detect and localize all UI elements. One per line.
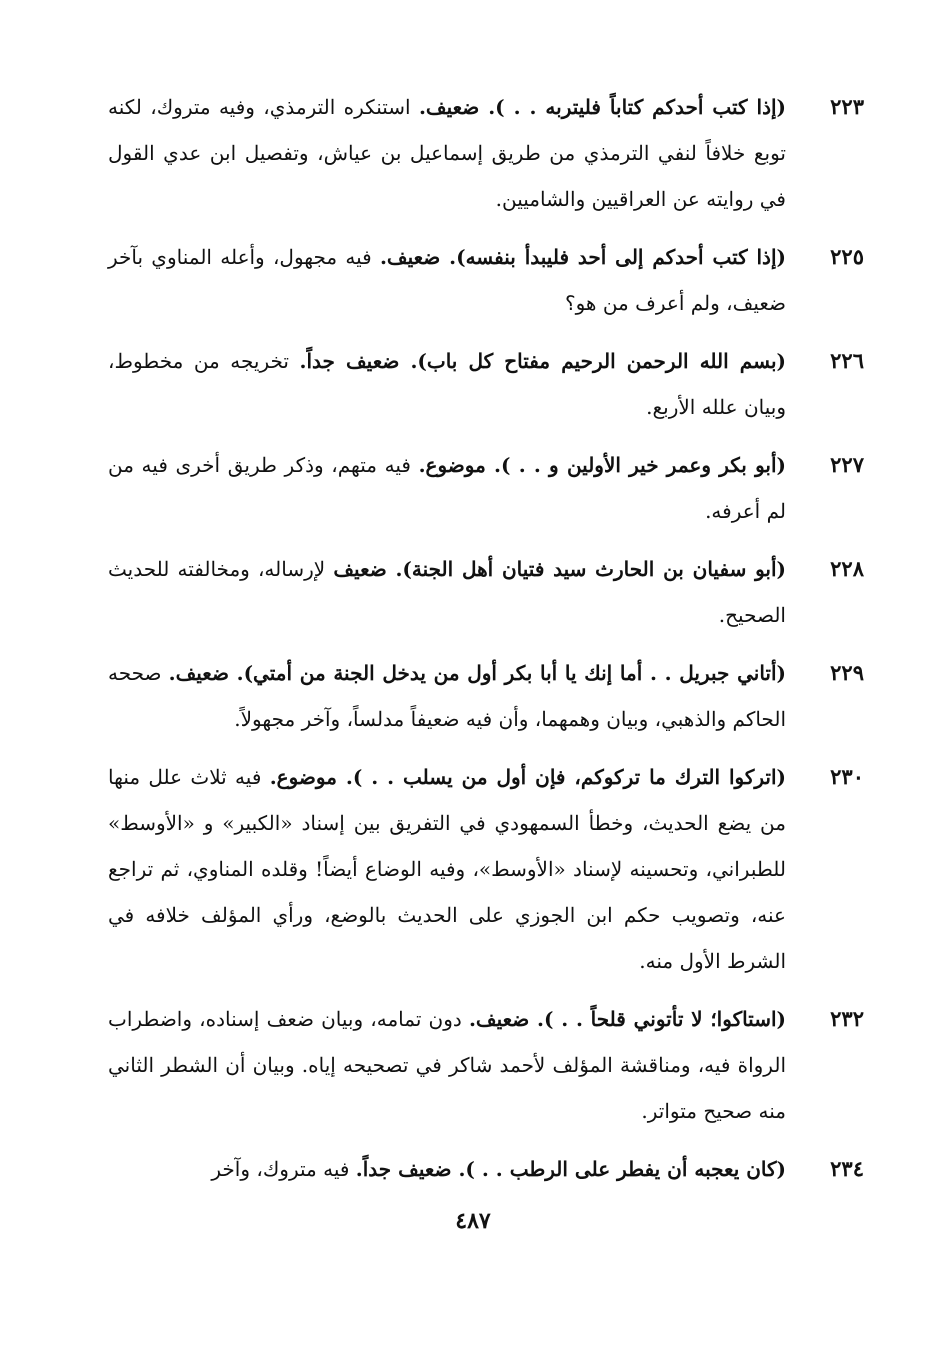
entry-number: ٢٢٨ <box>830 556 864 581</box>
entry-text <box>108 754 786 984</box>
hadith-entry <box>108 442 864 534</box>
page-number: ٤٨٧ <box>455 1208 491 1234</box>
entry-text <box>108 234 786 326</box>
hadith-entry <box>108 546 864 638</box>
hadith-entry <box>108 650 864 742</box>
entry-body: استنكره الترمذي، وفيه متروك، لكنه توبع خلافاً لنفي الترمذي من طريق إسماعيل بن عياش، وتفصيل ابن عدي القول في روايته عن العراقيين والشاميين. <box>108 95 786 211</box>
entry-number: ٢٢٩ <box>830 660 864 685</box>
entry-text <box>108 1146 786 1192</box>
entry-text <box>108 338 786 430</box>
entry-head: (استاكوا؛ لا تأتوني قلحاً . . ). ضعيف. <box>468 1007 786 1031</box>
entry-body: دون تمامه، وبيان ضعف إسناده، واضطراب الرواة فيه، ومناقشة المؤلف لأحمد شاكر في تصحيحه إياه. وبيان أن الشطر الثاني منه صحيح متواتر. <box>108 1007 786 1123</box>
entry-number: ٢٣٤ <box>830 1156 864 1181</box>
entry-text <box>108 546 786 638</box>
entry-head: (إذا كتب أحدكم إلى أحد فليبدأ بنفسه). ضعيف. <box>379 245 786 269</box>
hadith-entries <box>108 84 864 1204</box>
entry-head: (أبو سفيان بن الحارث سيد فتيان أهل الجنة). ضعيف <box>333 557 787 581</box>
hadith-entry <box>108 234 864 326</box>
entry-number: ٢٣٢ <box>830 1006 864 1031</box>
entry-head: (بسم الله الرحمن الرحيم مفتاح كل باب). ضعيف جداً. <box>299 349 786 373</box>
entry-number: ٢٢٥ <box>830 244 864 269</box>
entry-text <box>108 442 786 534</box>
entry-text <box>108 84 786 222</box>
entry-body: فيه متهم، وذكر طريق أخرى فيه من لم أعرفه. <box>108 453 786 523</box>
entry-head: (أتاني جبريل . . أما إنك يا أبا بكر أول من يدخل الجنة من أمتي). ضعيف. <box>168 661 786 685</box>
entry-number: ٢٢٦ <box>830 348 864 373</box>
entry-number: ٢٢٧ <box>830 452 864 477</box>
entry-text <box>108 996 786 1134</box>
entry-number: ٢٢٣ <box>830 94 864 119</box>
entry-head: (أبو بكر وعمر خير الأولين و . . ). موضوع. <box>418 453 786 477</box>
entry-body: فيه ثلاث علل منها من يضع الحديث، وخطأ السمهودي في التفريق بين إسناد «الكبير» و «الأوسط» للطبراني، وتحسينه لإسناد «الأوسط»، وفيه الوضاع أيضاً! وقلده المناوي، ثم تراجع عنه، وتصويب حكم ابن الجوزي على الحديث بالوضع، ورأي المؤلف خلافه في الشرط الأول منه. <box>108 765 786 973</box>
entry-body: تخريجه من مخطوط، وبيان علله الأربع. <box>108 349 786 419</box>
hadith-entry <box>108 84 864 222</box>
entry-body: صححه الحاكم والذهبي، وبيان وهمهما، وأن فيه ضعيفاً مدلساً، وآخر مجهولاً. <box>108 661 786 731</box>
hadith-entry <box>108 996 864 1134</box>
entry-body: فيه متروك، وآخر <box>211 1157 356 1181</box>
hadith-entry <box>108 338 864 430</box>
hadith-entry <box>108 1146 864 1192</box>
entry-head: (كان يعجبه أن يفطر على الرطب . . ). ضعيف جداً. <box>355 1157 786 1181</box>
entry-body: لإرساله، ومخالفته للحديث الصحيح. <box>108 557 786 627</box>
entry-head: (اتركوا الترك ما تركوكم، فإن أول من يسلب . . ). موضوع. <box>269 765 786 789</box>
entry-text <box>108 650 786 742</box>
entry-number: ٢٣٠ <box>830 764 864 789</box>
hadith-entry <box>108 754 864 984</box>
entry-head: (إذا كتب أحدكم كتاباً فليتربه . . ). ضعيف. <box>418 95 786 119</box>
entry-body: فيه مجهول، وأعله المناوي بآخر ضعيف، ولم أعرف من هو؟ <box>108 245 786 315</box>
